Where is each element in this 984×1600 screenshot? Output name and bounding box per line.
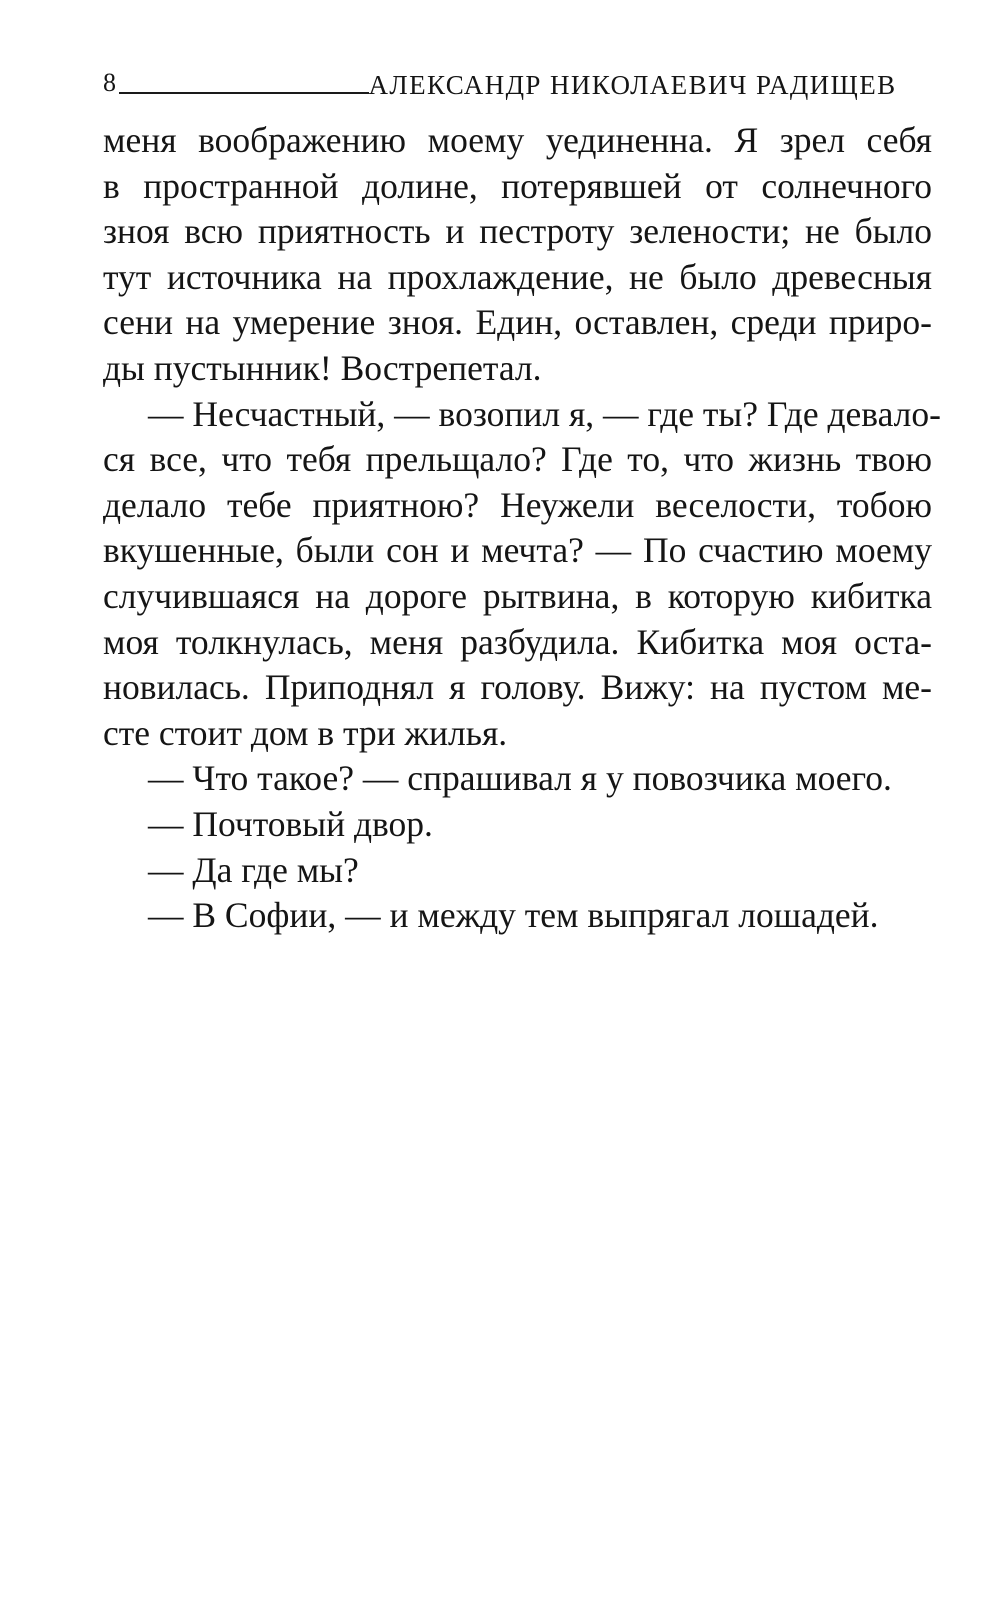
page-number: 8 — [103, 68, 117, 97]
text-line: меня воображению моему уединенна. Я зрел себя — [103, 120, 932, 160]
text-line: ды пустынник! Вострепетал. — [103, 347, 542, 388]
text-line: — В Софии, — и между тем выпрягал лошадей. — [148, 895, 879, 936]
text-line: случившаяся на дороге рытвина, в которую кибитка — [103, 575, 932, 616]
header-rule — [119, 92, 369, 94]
text-line: сте стоит дом в три жилья. — [103, 712, 508, 753]
text-line: моя толкнулась, меня разбудила. Кибитка моя оста- — [103, 621, 932, 662]
running-head — [103, 60, 935, 100]
text-line: — Несчастный, — возопил я, — где ты? Где девало- — [148, 393, 941, 434]
text-line: в пространной долине, потерявшей от солнечного — [103, 165, 932, 206]
text-line: — Что такое? — спрашивал я у повозчика моего. — [148, 758, 892, 799]
text-line: вкушенные, были сон и мечта? — По счастию моему — [103, 530, 932, 571]
text-line: зноя всю приятность и пестроту зелености; не было — [103, 211, 932, 252]
text-line: делало тебе приятною? Неужели веселости, тобою — [103, 484, 932, 525]
body-text — [103, 118, 941, 939]
text-line: тут источника на прохлаждение, не было древесныя — [103, 256, 932, 297]
text-line: сени на умерение зноя. Един, оставлен, среди приро- — [103, 302, 932, 343]
text-line: ся все, что тебя прельщало? Где то, что жизнь твою — [103, 439, 932, 480]
text-line: новилась. Приподнял я голову. Вижу: на пустом ме- — [103, 667, 932, 708]
author-name: АЛЕКСАНДР НИКОЛАЕВИЧ РАДИЩЕВ — [368, 70, 897, 100]
text-line: — Да где мы? — [148, 849, 359, 890]
text-line: — Почтовый двор. — [148, 803, 433, 844]
